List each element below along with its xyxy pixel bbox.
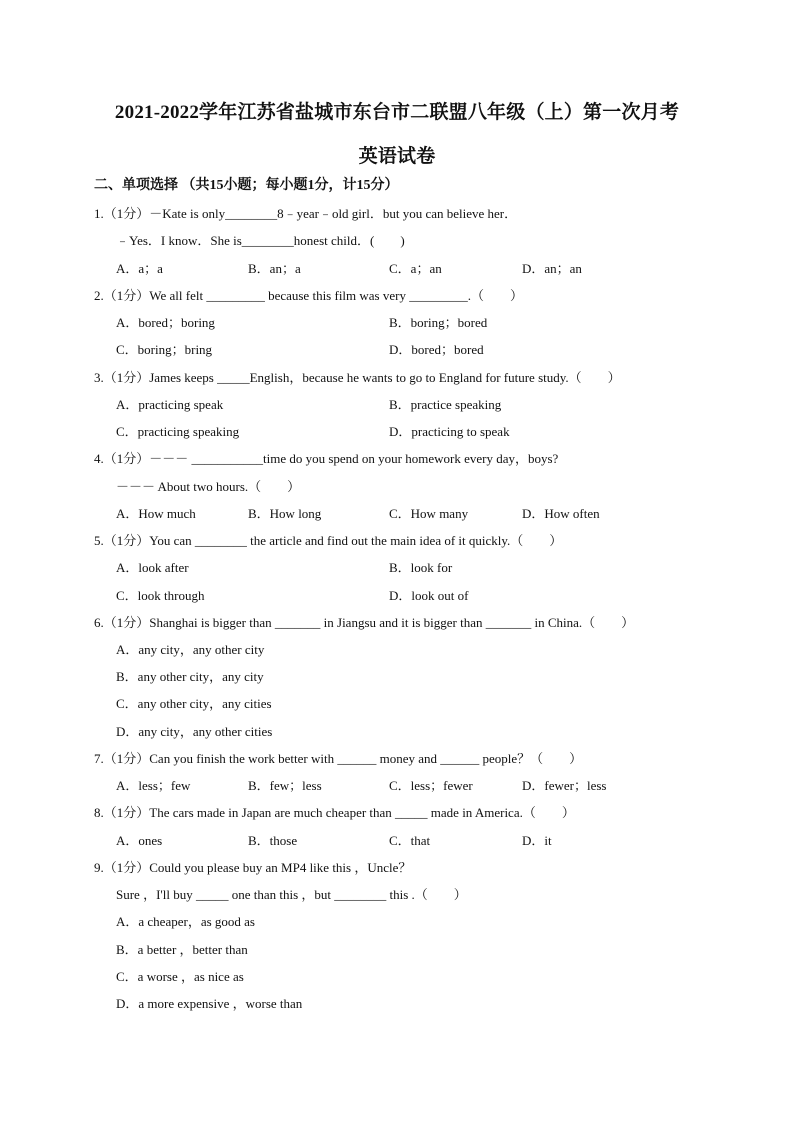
question-9-stem-2: Sure ，I'll buy _____ one than this ，but ________ this .（ ） (116, 887, 467, 902)
question-5-stem: 5.（1分）You can ________ the article and find out the main idea of it quickly.（ ） (94, 533, 563, 548)
question-4-stem: 4.（1分）－－－ ___________time do you spend on your homework every day，boys? (94, 451, 559, 466)
section-heading: 二、单项选择 （共15小题；每小题1分，计15分） (94, 178, 399, 193)
question-5-option-a[interactable]: A．look after (116, 560, 189, 575)
question-2-option-d[interactable]: D．bored；bored (389, 342, 484, 357)
question-9-stem: 9.（1分）Could you please buy an MP4 like this ，Uncle？ (94, 860, 412, 875)
question-7-option-d[interactable]: D．fewer；less (522, 778, 607, 793)
question-2-option-a[interactable]: A．bored；boring (116, 315, 215, 330)
question-8-option-d[interactable]: D．it (522, 833, 552, 848)
question-1-stem-2: ﹣Yes．I know．She is________honest child．( ) (116, 233, 405, 248)
question-7-stem: 7.（1分）Can you finish the work better with ______ money and ______ people？（ ） (94, 751, 583, 766)
question-6-option-d[interactable]: D．any city，any other cities (116, 724, 273, 739)
question-1-option-d[interactable]: D．an；an (522, 261, 582, 276)
question-3-option-a[interactable]: A．practicing speak (116, 397, 224, 412)
question-6-option-b[interactable]: B．any other city，any city (116, 669, 264, 684)
question-1-stem: 1.（1分）－Kate is only________8﹣year﹣old girl．but you can believe her． (94, 206, 518, 221)
question-4-option-d[interactable]: D．How often (522, 506, 600, 521)
question-4-option-b[interactable]: B．How long (248, 506, 322, 521)
question-9-option-b[interactable]: B．a better ，better than (116, 942, 248, 957)
question-1-option-c[interactable]: C．a；an (389, 261, 442, 276)
question-3-stem: 3.（1分）James keeps _____English，because he wants to go to England for future study.（ ） (94, 370, 621, 385)
question-2-option-c[interactable]: C．boring；bring (116, 342, 213, 357)
exam-subtitle: 英语试卷 (358, 146, 436, 167)
question-8-option-c[interactable]: C．that (389, 833, 431, 848)
question-4-stem-2: －－－ About two hours.（ ） (116, 479, 301, 494)
question-2-stem: 2.（1分）We all felt _________ because this film was very _________.（ ） (94, 288, 523, 303)
exam-title: 2021-2022学年江苏省盐城市东台市二联盟八年级（上）第一次月考 (114, 102, 680, 123)
question-7-option-b[interactable]: B．few；less (248, 778, 322, 793)
question-8-stem: 8.（1分）The cars made in Japan are much cheaper than _____ made in America.（ ） (94, 805, 575, 820)
question-5-option-b[interactable]: B．look for (389, 560, 453, 575)
question-3-option-c[interactable]: C．practicing speaking (116, 424, 240, 439)
question-4-option-a[interactable]: A．How much (116, 506, 196, 521)
question-6-option-c[interactable]: C．any other city，any cities (116, 696, 272, 711)
question-9-option-c[interactable]: C．a worse ，as nice as (116, 969, 244, 984)
question-2-option-b[interactable]: B．boring；bored (389, 315, 488, 330)
question-6-option-a[interactable]: A．any city，any other city (116, 642, 265, 657)
question-7-option-c[interactable]: C．less；fewer (389, 778, 473, 793)
question-4-option-c[interactable]: C．How many (389, 506, 469, 521)
question-1-option-a[interactable]: A．a；a (116, 261, 163, 276)
question-8-option-b[interactable]: B．those (248, 833, 298, 848)
question-3-option-d[interactable]: D．practicing to speak (389, 424, 510, 439)
question-8-option-a[interactable]: A．ones (116, 833, 163, 848)
question-6-stem: 6.（1分）Shanghai is bigger than _______ in Jiangsu and it is bigger than _______ in China.（ ） (94, 615, 635, 630)
question-5-option-c[interactable]: C．look through (116, 588, 205, 603)
question-7-option-a[interactable]: A．less；few (116, 778, 191, 793)
question-3-option-b[interactable]: B．practice speaking (389, 397, 502, 412)
question-9-option-d[interactable]: D．a more expensive ，worse than (116, 996, 303, 1011)
question-5-option-d[interactable]: D．look out of (389, 588, 469, 603)
question-1-option-b[interactable]: B．an；a (248, 261, 301, 276)
question-9-option-a[interactable]: A．a cheaper，as good as (116, 914, 255, 929)
